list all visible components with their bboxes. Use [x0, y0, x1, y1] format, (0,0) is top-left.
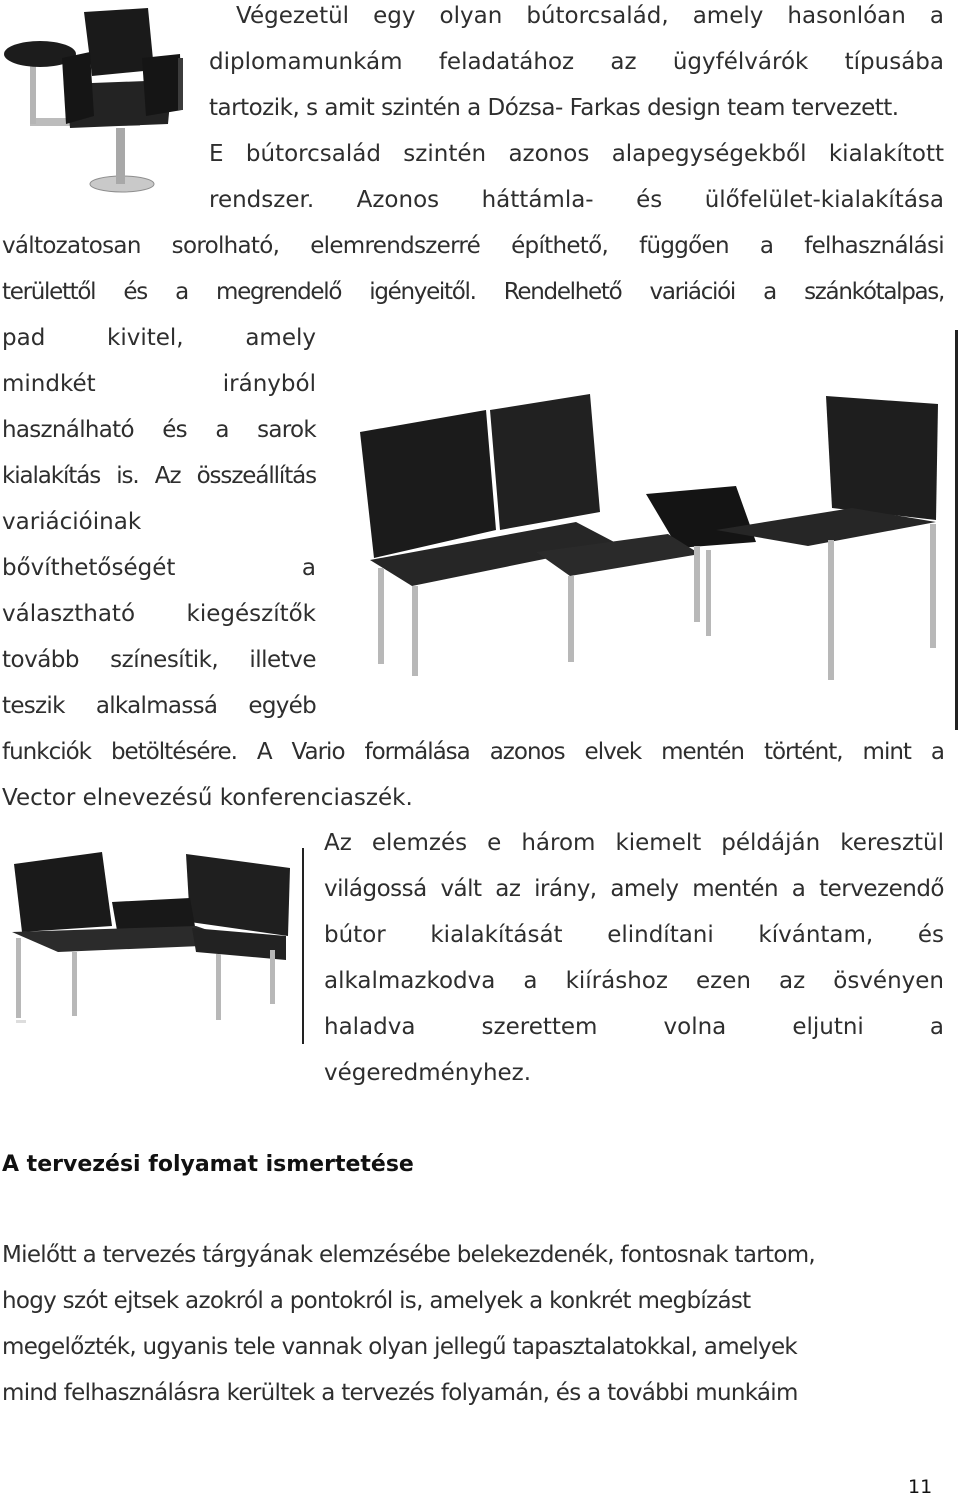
figure-rule-right — [955, 330, 958, 730]
text-line: teszik alkalmassá egyéb — [2, 693, 316, 719]
text-line: mindkét irányból — [2, 371, 316, 397]
bench-with-table-image — [0, 840, 298, 1024]
text-line: alkalmazkodva a kiíráshoz ezen az ösvényen — [324, 968, 944, 994]
text-line: végeredményhez. — [324, 1060, 532, 1086]
text-line: választható kiegészítők — [2, 601, 316, 627]
section-heading: A tervezési folyamat ismertetése — [2, 1152, 414, 1177]
text-line: Vector elnevezésű konferenciaszék. — [2, 785, 413, 811]
text-line: világossá vált az irány, amely mentén a tervezendő — [324, 876, 944, 902]
text-line: tovább színesítik, illetve — [2, 647, 316, 673]
text-line: tartozik, s amit szintén a Dózsa- Farkas design team tervezett. — [209, 95, 899, 121]
vario-corner-bench-image — [356, 390, 948, 700]
text-line: kialakítás is. Az összeállítás — [2, 463, 316, 489]
text-line: rendszer. Azonos háttámla- és ülőfelület-kialakítása — [209, 187, 944, 213]
figure-rule-left — [302, 848, 304, 1044]
text-line: E bútorcsalád szintén azonos alapegységekből kialakított — [209, 141, 944, 167]
text-line: variációinak — [2, 509, 142, 535]
text-line: funkciók betöltésére. A Vario formálása azonos elvek mentén történt, mint a — [2, 739, 944, 765]
text-line: Az elemzés e három kiemelt példáján keresztül — [324, 830, 944, 856]
text-line: haladva szerettem volna eljutni a — [324, 1014, 944, 1040]
text-line: diplomamunkám feladatához az ügyfélvárók típusába — [209, 49, 944, 75]
text-line: mind felhasználásra kerültek a tervezés folyamán, és a további munkáim — [2, 1380, 798, 1406]
text-line: Végezetül egy olyan bútorcsalád, amely hasonlóan a — [236, 3, 944, 29]
text-line: Mielőtt a tervezés tárgyának elemzésébe belekezdenék, fontosnak tartom, — [2, 1242, 816, 1268]
page-number: 11 — [908, 1476, 933, 1498]
text-line: bútor kialakítását elindítani kívántam, és — [324, 922, 944, 948]
swivel-chair-image — [0, 0, 192, 200]
text-line: használható és a sarok — [2, 417, 316, 443]
text-line: megelőzték, ugyanis tele vannak olyan jellegű tapasztalatokkal, amelyek — [2, 1334, 798, 1360]
text-line: területtől és a megrendelő igényeitől. Rendelhető variációi a szánkótalpas, — [2, 279, 944, 305]
text-line: pad kivitel, amely — [2, 325, 316, 351]
text-line: bővíthetőségét a — [2, 555, 316, 581]
text-line: hogy szót ejtsek azokról a pontokról is, amelyek a konkrét megbízást — [2, 1288, 751, 1314]
text-line: változatosan sorolható, elemrendszerré építhető, függően a felhasználási — [2, 233, 944, 259]
